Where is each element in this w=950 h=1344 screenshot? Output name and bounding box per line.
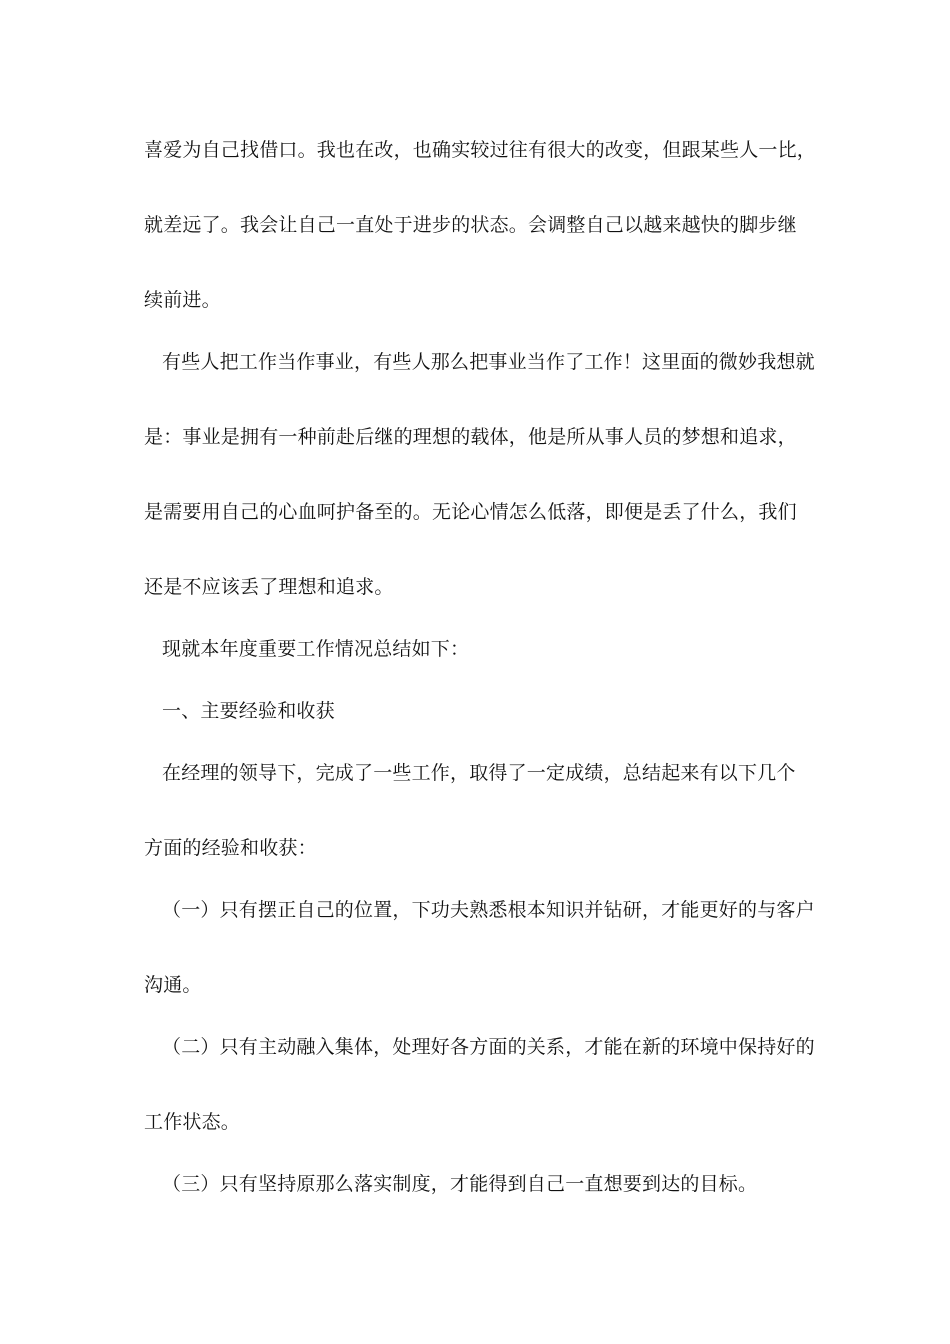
paragraph-line: 有些人把工作当作事业，有些人那么把事业当作了工作！这里面的微妙我想就 [162,351,815,373]
paragraph-line: 在经理的领导下，完成了一些工作，取得了一定成绩，总结起来有以下几个 [162,762,796,784]
list-item-line: 工作状态。 [144,1111,241,1133]
paragraph-line: 喜爱为自己找借口。我也在改，也确实较过往有很大的改变，但跟某些人一比， [144,139,817,161]
paragraph-line: 是：事业是拥有一种前赴后继的理想的载体，他是所从事人员的梦想和追求， [144,426,797,448]
paragraph-line: 续前进。 [144,289,221,311]
list-item-line: （三）只有坚持原那么落实制度，才能得到自己一直想要到达的目标。 [162,1173,758,1195]
list-item-line: 沟通。 [144,974,202,996]
list-item-line: （二）只有主动融入集体，处理好各方面的关系，才能在新的环境中保持好的 [162,1036,815,1058]
paragraph-line: 还是不应该丢了理想和追求。 [144,576,394,598]
list-item-line: （一）只有摆正自己的位置，下功夫熟悉根本知识并钻研，才能更好的与客户 [162,899,815,921]
paragraph-line: 方面的经验和收获： [144,837,317,859]
section-intro-line: 现就本年度重要工作情况总结如下： [162,638,470,660]
paragraph-line: 是需要用自己的心血呵护备至的。无论心情怎么低落，即便是丢了什么，我们 [144,501,797,523]
paragraph-line: 就差远了。我会让自己一直处于进步的状态。会调整自己以越来越快的脚步继 [144,214,797,236]
section-heading: 一、主要经验和收获 [162,700,335,722]
